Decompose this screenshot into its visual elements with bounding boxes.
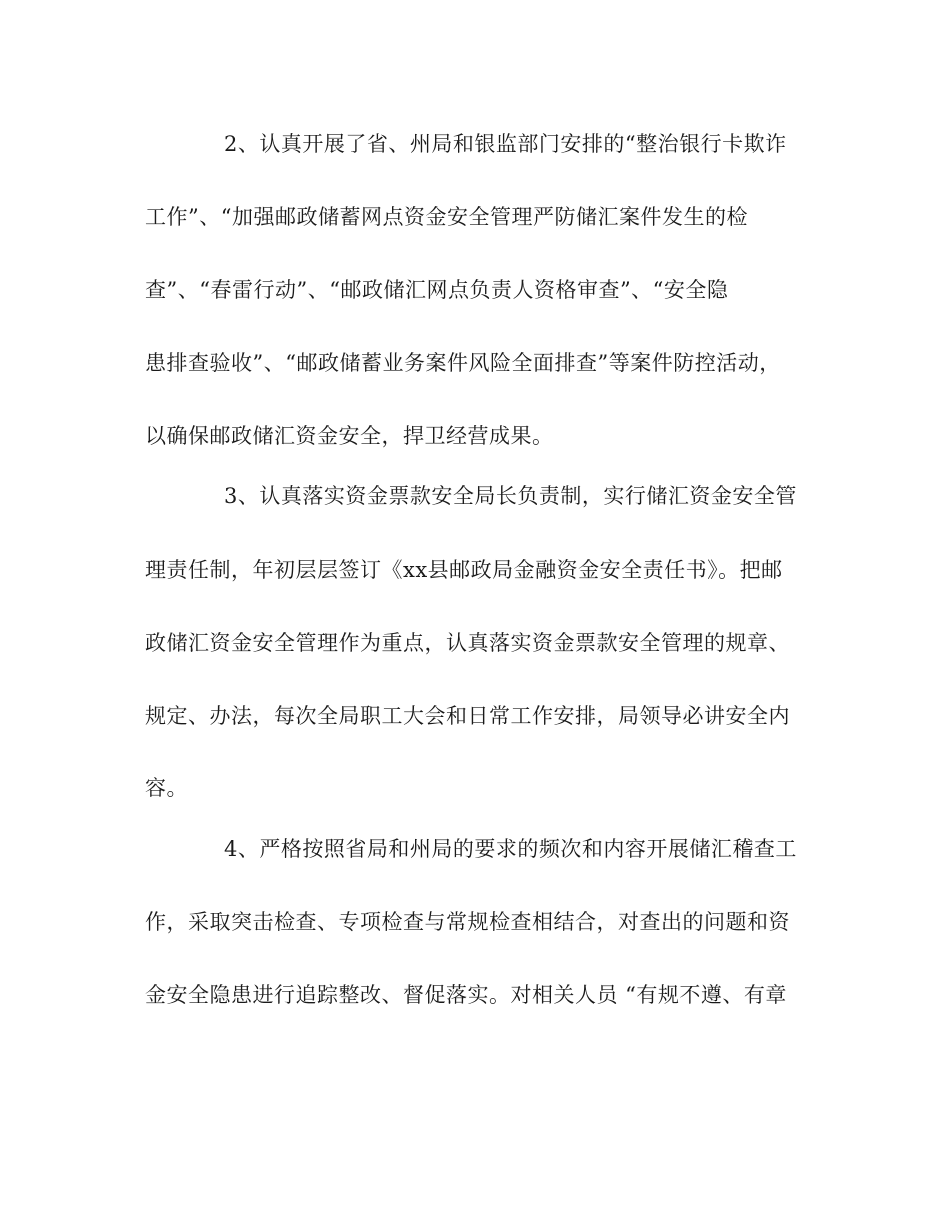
- paragraph-4-line-3: 金安全隐患进行追踪整改、督促落实。对相关人员 “有规不遵、有章: [145, 983, 787, 1007]
- paragraph-2-line-4: 患排查验收”、“邮政储蓄业务案件风险全面排查”等案件防控活动，: [145, 351, 781, 375]
- paragraph-4-line-2: 作，采取突击检查、专项检查与常规检查相结合，对查出的问题和资: [145, 910, 790, 934]
- paragraph-2-line-5: 以确保邮政储汇资金安全，捍卫经营成果。: [145, 424, 554, 448]
- paragraph-3-line-4: 规定、办法，每次全局职工大会和日常工作安排，局领导必讲安全内: [145, 704, 790, 728]
- paragraph-3-line-2: 理责任制，年初层层签订《xx县邮政局金融资金安全责任书》。把邮: [145, 558, 783, 582]
- paragraph-2-line-3: 查”、“春雷行动”、“邮政储汇网点负责人资格审查”、“安全隐: [145, 278, 729, 302]
- paragraph-2-line-2: 工作”、“加强邮政储蓄网点资金安全管理严防储汇案件发生的检: [145, 205, 748, 229]
- paragraph-3-line-3: 政储汇资金安全管理作为重点，认真落实资金票款安全管理的规章、: [145, 631, 790, 655]
- paragraph-2-line-1: 2、认真开展了省、州局和银监部门安排的“整治银行卡欺诈: [224, 132, 787, 156]
- paragraph-3-line-5: 容。: [145, 776, 188, 800]
- paragraph-3-line-1: 3、认真落实资金票款安全局长负责制，实行储汇资金安全管: [224, 484, 797, 508]
- paragraph-4-line-1: 4、严格按照省局和州局的要求的频次和内容开展储汇稽查工: [224, 837, 797, 861]
